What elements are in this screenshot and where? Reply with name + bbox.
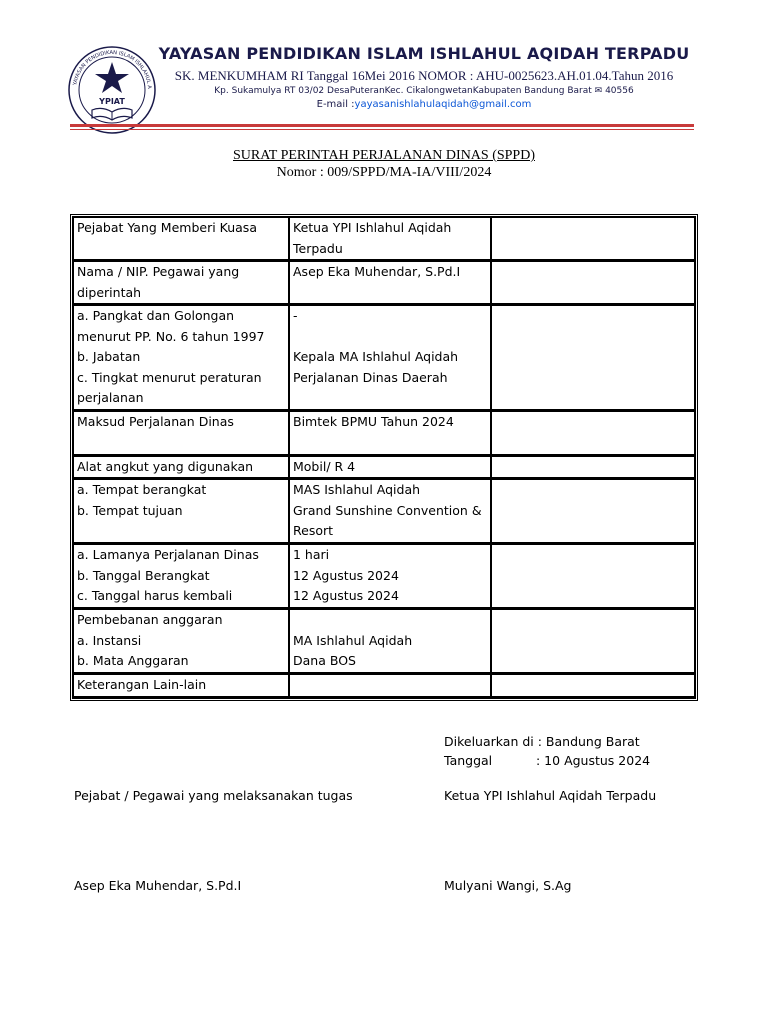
- cell-line: a. Pangkat dan Golongan: [77, 308, 235, 323]
- issue-date-label: Tanggal: [444, 753, 493, 768]
- table-row: [73, 609, 695, 674]
- cell-line: [293, 327, 488, 348]
- table-row: [73, 411, 695, 456]
- field-label-cell: [73, 544, 289, 609]
- logo-text: YPIAT: [99, 97, 125, 106]
- sppd-table: [70, 214, 698, 701]
- address-text: Kp. Sukamulya RT 03/02 DesaPuteranKec. CikalongwetanKabupaten Bandung Barat: [214, 86, 592, 96]
- issue-date-value: : 10 Agustus 2024: [536, 753, 651, 768]
- letterhead-divider-thin: [70, 129, 694, 130]
- letterhead-divider-thick: [70, 124, 694, 127]
- table-row: [73, 261, 695, 305]
- sppd-table-body: [73, 217, 695, 698]
- cell-line: Bimtek BPMU Tahun 2024: [293, 413, 454, 429]
- empty-cell: [491, 305, 695, 411]
- legal-registration: SK. MENKUMHAM RI Tanggal 16Mei 2016 NOMOR : AHU-0025623.AH.01.04.Tahun 2016: [174, 68, 674, 83]
- cell-line: Dana BOS: [293, 653, 356, 668]
- field-value-cell: [289, 544, 491, 609]
- field-label-cell: [73, 261, 289, 305]
- table-row: [73, 217, 695, 261]
- field-label-cell: [73, 456, 289, 480]
- empty-cell: [491, 261, 695, 305]
- field-label-cell: [73, 411, 289, 456]
- cell-line: Asep Eka Muhendar, S.Pd.I: [293, 264, 461, 279]
- cell-line: b. Mata Anggaran: [77, 653, 189, 668]
- cell-line: diperintah: [77, 284, 142, 300]
- field-label-cell: [73, 609, 289, 674]
- field-value-cell: [289, 609, 491, 674]
- cell-line: c. Tingkat menurut peraturan: [77, 369, 262, 385]
- postal-code: 40556: [605, 86, 634, 96]
- cell-line: [293, 675, 488, 696]
- field-value-cell: [289, 217, 491, 261]
- cell-line: a. Instansi: [77, 632, 142, 648]
- cell-line: Pejabat Yang Memberi Kuasa: [77, 220, 257, 235]
- empty-cell: [491, 609, 695, 674]
- table-row: [73, 544, 695, 609]
- document-title: SURAT PERINTAH PERJALANAN DINAS (SPPD): [233, 148, 535, 163]
- cell-line: Terpadu: [293, 240, 343, 256]
- cell-line: Nama / NIP. Pegawai yang: [77, 264, 240, 279]
- table-row: [73, 479, 695, 544]
- logo-ring-text: YAYASAN PENDIDIKAN ISLAM ISHLAHUL A: [72, 49, 153, 89]
- cell-line: a. Lamanya Perjalanan Dinas: [77, 547, 259, 562]
- table-row: [73, 305, 695, 411]
- cell-line: Perjalanan Dinas Daerah: [293, 369, 448, 385]
- executor-role: Pejabat / Pegawai yang melaksanakan tugas: [74, 788, 353, 803]
- cell-line: 12 Agustus 2024: [293, 588, 399, 603]
- empty-cell: [491, 544, 695, 609]
- cell-line: b. Jabatan: [77, 349, 141, 364]
- cell-line: MA Ishlahul Aqidah: [293, 632, 413, 648]
- field-value-cell: [289, 674, 491, 698]
- document-number: Nomor : 009/SPPD/MA-IA/VIII/2024: [276, 165, 492, 180]
- cell-line: a. Tempat berangkat: [77, 482, 207, 497]
- issuer-role: Ketua YPI Ishlahul Aqidah Terpadu: [444, 788, 657, 803]
- field-value-cell: [289, 261, 491, 305]
- cell-line: Keterangan Lain-lain: [77, 677, 207, 692]
- cell-line: Mobil/ R 4: [293, 458, 356, 474]
- field-label-cell: [73, 479, 289, 544]
- empty-cell: [491, 411, 695, 456]
- field-label-cell: [73, 674, 289, 698]
- organization-name: YAYASAN PENDIDIKAN ISLAM ISHLAHUL AQIDAH TERPADU: [158, 44, 690, 63]
- cell-line: Maksud Perjalanan Dinas: [77, 413, 234, 429]
- field-value-cell: [289, 411, 491, 456]
- mail-icon: ✉: [594, 86, 606, 96]
- empty-cell: [491, 217, 695, 261]
- cell-line: c. Tanggal harus kembali: [77, 588, 233, 603]
- cell-line: Resort: [293, 523, 334, 538]
- empty-cell: [491, 674, 695, 698]
- field-value-cell: [289, 305, 491, 411]
- cell-line: Pembebanan anggaran: [77, 612, 223, 627]
- executor-name: Asep Eka Muhendar, S.Pd.I: [74, 878, 242, 893]
- cell-line: Grand Sunshine Convention &: [293, 502, 482, 518]
- field-value-cell: [289, 479, 491, 544]
- cell-line: menurut PP. No. 6 tahun 1997: [77, 328, 265, 344]
- issued-at: Dikeluarkan di : Bandung Barat: [444, 734, 640, 749]
- cell-line: -: [293, 308, 298, 323]
- field-label-cell: [73, 305, 289, 411]
- organization-email-line: [40, 99, 768, 110]
- field-value-cell: [289, 456, 491, 480]
- issuer-name: Mulyani Wangi, S.Ag: [444, 878, 572, 893]
- cell-line: 12 Agustus 2024: [293, 567, 399, 583]
- cell-line: Ketua YPI Ishlahul Aqidah: [293, 220, 452, 235]
- table-row: [73, 674, 695, 698]
- cell-line: b. Tempat tujuan: [77, 502, 183, 518]
- email-link[interactable]: yayasanishlahulaqidah@gmail.com: [354, 99, 532, 110]
- empty-cell: [491, 456, 695, 480]
- cell-line: Kepala MA Ishlahul Aqidah: [293, 349, 459, 364]
- organization-address: [40, 86, 768, 96]
- cell-line: perjalanan: [77, 390, 144, 405]
- cell-line: MAS Ishlahul Aqidah: [293, 482, 421, 497]
- email-label: E-mail :: [316, 99, 355, 110]
- cell-line: b. Tanggal Berangkat: [77, 567, 210, 583]
- table-row: [73, 456, 695, 480]
- empty-cell: [491, 479, 695, 544]
- cell-line: Alat angkut yang digunakan: [77, 458, 254, 474]
- field-label-cell: [73, 217, 289, 261]
- cell-line: 1 hari: [293, 547, 330, 562]
- cell-line: [293, 610, 488, 631]
